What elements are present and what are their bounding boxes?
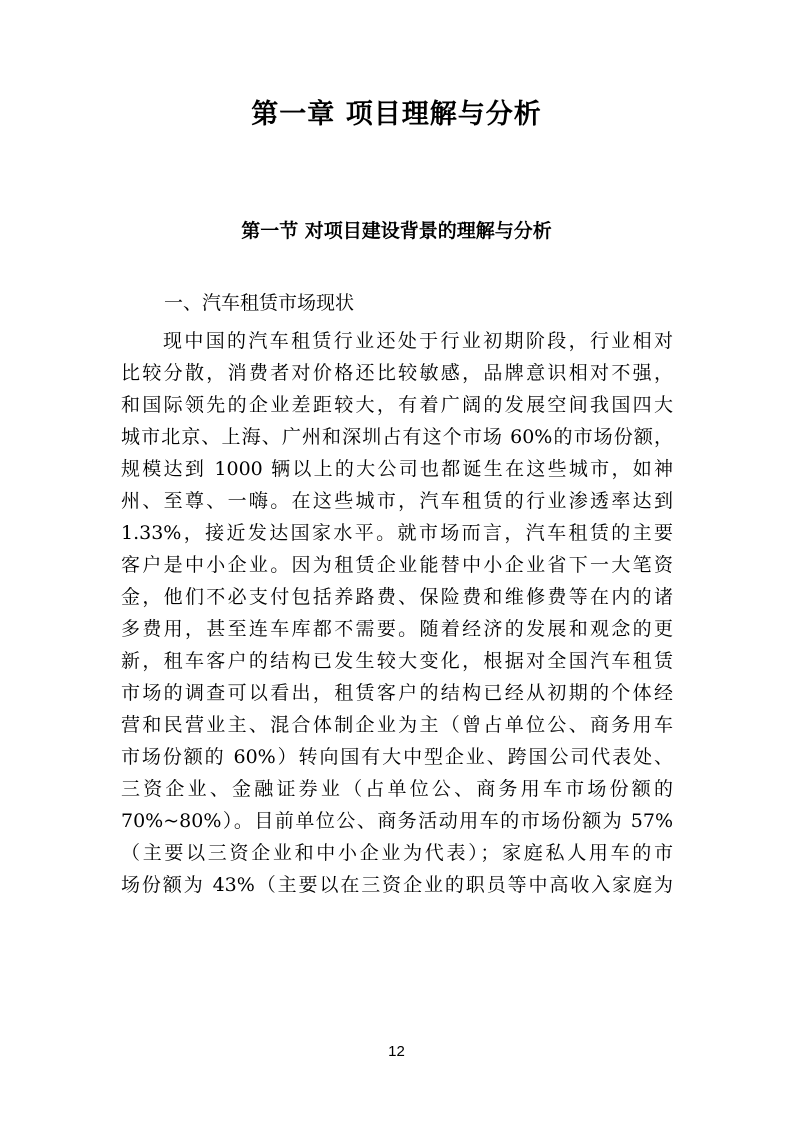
paragraph-line: 新，租车客户的结构已发生较大变化，根据对全国汽车租赁 <box>121 650 673 672</box>
paragraph-line: 市场份额的 60%）转向国有大中型企业、跨国公司代表处、 <box>121 746 673 768</box>
paragraph-line: 和国际领先的企业差距较大，有着广阔的发展空间我国四大 <box>121 394 673 416</box>
section-title: 第一节 对项目建设背景的理解与分析 <box>241 220 552 242</box>
paragraph-line: 州、至尊、一嗨。在这些城市，汽车租赁的行业渗透率达到 <box>121 490 673 512</box>
paragraph-line: 场份额为 43%（主要以在三资企业的职员等中高收入家庭为 <box>121 874 673 896</box>
paragraph-line: 三资企业、金融证券业（占单位公、商务用车市场份额的 <box>121 778 673 800</box>
paragraph-line: 现中国的汽车租赁行业还处于行业初期阶段，行业相对 <box>163 330 673 352</box>
paragraph-line: 多费用，甚至连车库都不需要。随着经济的发展和观念的更 <box>121 618 673 640</box>
paragraph-line: 客户是中小企业。因为租赁企业能替中小企业省下一大笔资 <box>121 554 673 576</box>
paragraph-line: 城市北京、上海、广州和深圳占有这个市场 60%的市场份额， <box>121 426 673 448</box>
body-paragraph <box>121 325 673 901</box>
paragraph-line: （主要以三资企业和中小企业为代表）；家庭私人用车的市 <box>121 842 673 864</box>
paragraph-line: 市场的调查可以看出，租赁客户的结构已经从初期的个体经 <box>121 682 673 704</box>
page-number: 12 <box>388 1043 405 1060</box>
paragraph-line: 比较分散，消费者对价格还比较敏感，品牌意识相对不强， <box>121 362 673 384</box>
paragraph-line: 营和民营业主、混合体制企业为主（曾占单位公、商务用车 <box>121 714 673 736</box>
paragraph-line: 金，他们不必支付包括养路费、保险费和维修费等在内的诸 <box>121 586 673 608</box>
subsection-heading: 一、汽车租赁市场现状 <box>164 292 355 314</box>
chapter-title: 第一章 项目理解与分析 <box>251 99 542 130</box>
paragraph-line: 规模达到 1000 辆以上的大公司也都诞生在这些城市，如神 <box>121 458 673 480</box>
paragraph-line: 70%~80%）。目前单位公、商务活动用车的市场份额为 57% <box>121 810 673 832</box>
paragraph-line: 1.33%，接近发达国家水平。就市场而言，汽车租赁的主要 <box>121 522 673 544</box>
